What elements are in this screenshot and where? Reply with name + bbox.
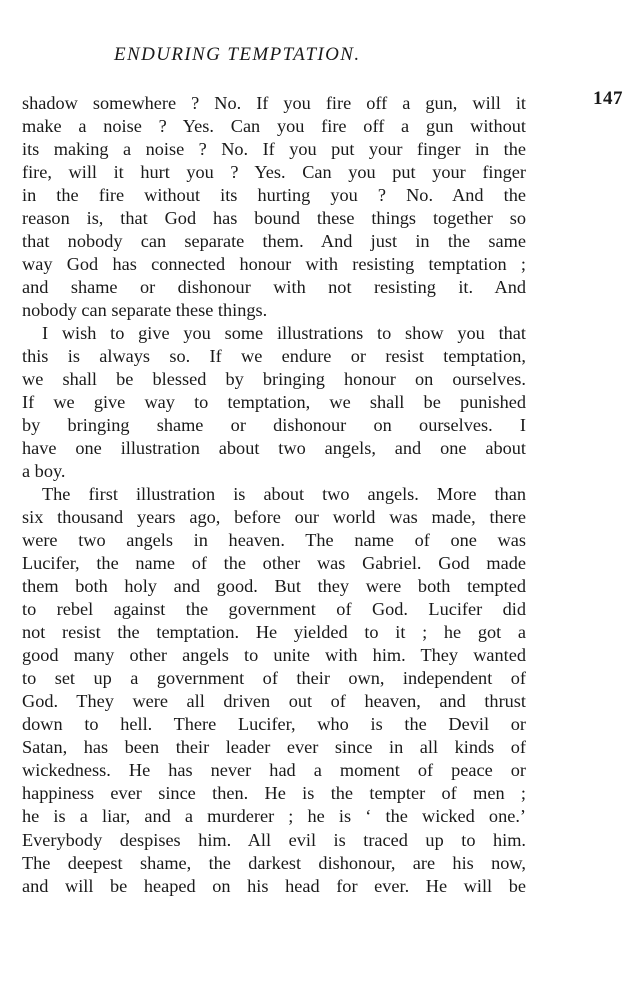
paragraph — [22, 92, 526, 322]
body-text — [22, 92, 526, 898]
text-line: and will be heaped on his head for ever. He will be — [22, 875, 526, 896]
page-number: 147 — [593, 88, 623, 109]
text-line: make a noise ? Yes. Can you fire off a gun without — [22, 116, 526, 137]
text-line: Lucifer, the name of the other was Gabriel. God made — [22, 553, 526, 574]
text-line: reason is, that God has bound these things together so — [22, 208, 526, 229]
text-line: that nobody can separate them. And just in the same — [22, 231, 526, 252]
text-line: The first illustration is about two angels. More than — [42, 484, 526, 505]
text-line: wickedness. He has never had a moment of peace or — [22, 760, 526, 781]
text-line: were two angels in heaven. The name of one was — [22, 530, 526, 551]
text-line: to rebel against the government of God. Lucifer did — [22, 599, 526, 620]
text-line: nobody can separate these things. — [22, 300, 268, 321]
text-line: its making a noise ? No. If you put your finger in the — [22, 139, 526, 160]
text-line: by bringing shame or dishonour on ourselves. I — [22, 415, 526, 436]
text-line: and shame or dishonour with not resisting it. And — [22, 277, 526, 298]
paragraph — [22, 322, 526, 483]
text-line: a boy. — [22, 461, 66, 482]
text-line: down to hell. There Lucifer, who is the Devil or — [22, 714, 526, 735]
text-line: The deepest shame, the darkest dishonour, are his now, — [22, 852, 526, 873]
text-line: fire, will it hurt you ? Yes. Can you put your finger — [22, 162, 526, 183]
text-line: we shall be blessed by bringing honour on ourselves. — [22, 369, 526, 390]
text-line: them both holy and good. But they were both tempted — [22, 576, 526, 597]
text-line: Satan, has been their leader ever since in all kinds of — [22, 737, 526, 758]
text-line: shadow somewhere ? No. If you fire off a gun, will it — [22, 93, 526, 113]
text-line: not resist the temptation. He yielded to it ; he got a — [22, 622, 526, 643]
text-line: to set up a government of their own, independent of — [22, 668, 526, 689]
text-line: way God has connected honour with resisting temptation ; — [22, 254, 526, 275]
text-line: Everybody despises him. All evil is traced up to him. — [22, 829, 526, 850]
text-line: he is a liar, and a murderer ; he is ‘ the wicked one.’ — [22, 806, 526, 827]
text-line: six thousand years ago, before our world was made, there — [22, 507, 526, 528]
paragraph — [22, 483, 526, 897]
text-line: good many other angels to unite with him. They wanted — [22, 645, 526, 666]
text-line: I wish to give you some illustrations to show you that — [42, 323, 526, 344]
text-line: in the fire without its hurting you ? No. And the — [22, 185, 526, 206]
text-line: If we give way to temptation, we shall be punished — [22, 392, 526, 413]
running-head-title: ENDURING TEMPTATION. — [114, 44, 361, 65]
text-line: God. They were all driven out of heaven, and thrust — [22, 691, 526, 712]
text-line: happiness ever since then. He is the tempter of men ; — [22, 783, 526, 804]
text-line: have one illustration about two angels, and one about — [22, 438, 526, 459]
text-line: this is always so. If we endure or resist temptation, — [22, 346, 526, 367]
